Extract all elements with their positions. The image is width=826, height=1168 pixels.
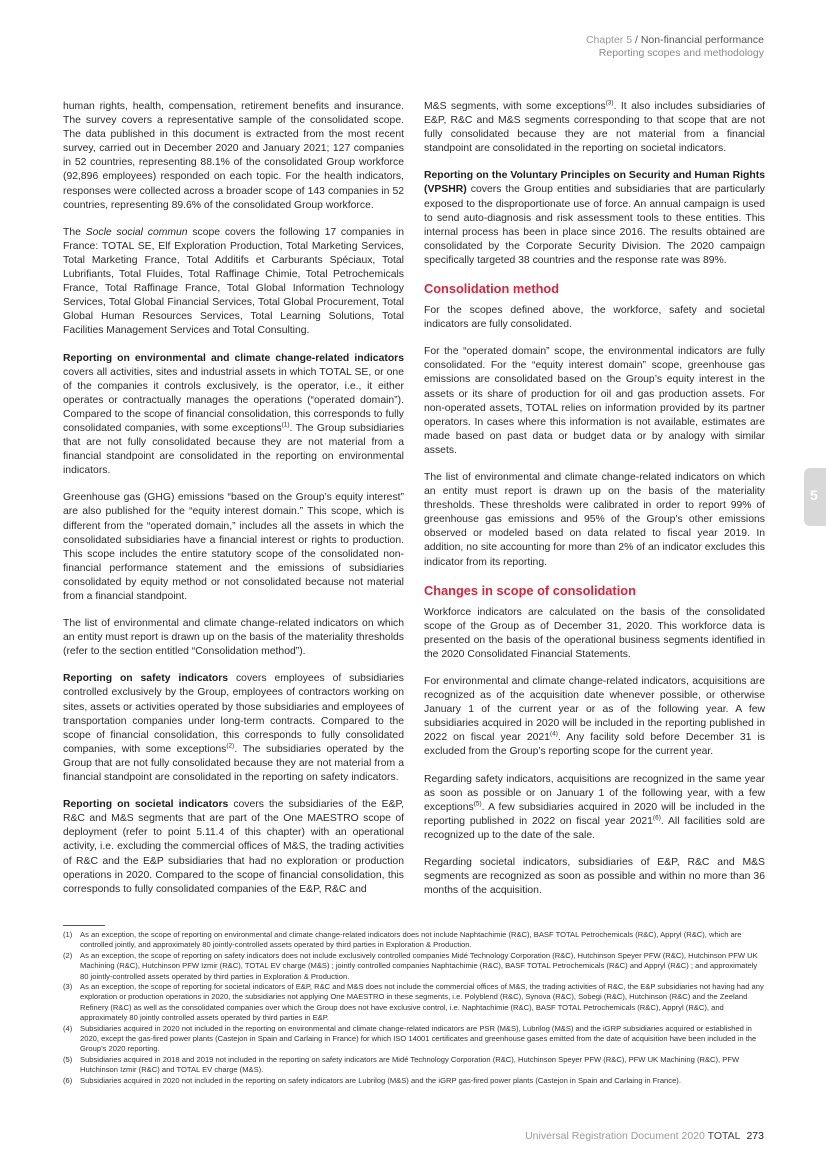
text-run: covers the subsidiaries of the E&P, R&C and M&S segments that are part of the One MAESTRO scope of deployment (refer to point 5.11.4 of this chapter) with an operational activity, i.e. excluding the commercial offices of M&S, the trading activities of R&C and the E&P subsidiaries that had no exploration or production operations in 2020. Compared to the scope of financial consolidation, this corresponds to fully consolidated companies of the E&P, R&C and	[63, 799, 404, 895]
right-column	[424, 100, 765, 911]
footnote-text: Subsidiaries acquired in 2020 not included in the reporting on environmental and climate change-related indicators are PSR (M&S), Lubrilog (M&S) and the iGRP subsidiaries acquired or established in 2020, except the gas-fired power plants (Castejon in Spain and Carlaing in France) for which ISO 14001 certificates and greenhouse gases emitted from the date of acquisition have been included in the Group’s 2020 reporting.	[80, 1023, 757, 1054]
paragraph: Regarding societal indicators, subsidiaries of E&P, R&C and M&S segments are recognized as soon as possible and within no more than 36 months of the acquisition.	[424, 857, 765, 897]
footnote-divider	[63, 925, 105, 926]
text-run: . The subsidiaries operated by the Group that are not fully consolidated because they are not material from a financial standpoint are consolidated in the reporting on safety indicators.	[63, 743, 405, 784]
document-title: Universal Registration Document 2020	[525, 1130, 705, 1142]
paragraph: Workforce indicators are calculated on the basis of the consolidated scope of the Group as of December 31, 2020. This workforce data is presented on the basis of the operational business segments identified in the 2020 Consolidated Financial Statements.	[424, 606, 765, 660]
footnote-text: As an exception, the scope of reporting on environmental and climate change-related indicators does not include Naphtachimie (R&C), BASF TOTAL Petrochemicals (R&C), Appryl (R&C), which are controlled jointly, and approximately 80 jointly-controlled assets operated by third parties in Exploration & Production.	[80, 930, 742, 950]
page-number: 273	[746, 1130, 764, 1142]
footnote	[63, 930, 765, 951]
text-run: . The Group subsidiaries that are not fully consolidated because they are not material from a financial standpoint are consolidated in the reporting on environmental indicators.	[63, 422, 404, 477]
left-column	[63, 100, 404, 910]
footnote	[63, 982, 765, 1024]
chapter-side-tab[interactable]	[804, 468, 826, 526]
running-header	[586, 34, 764, 60]
section-title: Reporting scopes and methodology	[598, 47, 764, 59]
text-run: The	[63, 226, 86, 238]
footnote-ref[interactable]: (3)	[605, 99, 614, 107]
footnote-ref[interactable]: (6)	[652, 814, 661, 822]
paragraph: The list of environmental and climate change-related indicators on which an entity must report is drawn up on the basis of the materiality thresholds. These thresholds were calibrated in order to report 99% of greenhouse gas emissions and 95% of the Group’s other emissions observed or modeled based on data related to fiscal year 2019. In addition, no site accounting for more than 2% of an indicator excludes this indicator from its reporting.	[424, 471, 765, 568]
emphasis-text: Socle social commun	[85, 226, 188, 238]
footnote-text: Subsidiaries acquired in 2020 not included in the reporting on safety indicators are Lubrilog (M&S) and the iGRP gas-fired power plants (Castejon in Spain and Carlaing in France).	[80, 1075, 681, 1085]
bold-lead: Reporting on environmental and climate change-related indicators	[63, 352, 404, 364]
paragraph	[63, 798, 404, 897]
paragraph: The list of environmental and climate change-related indicators on which an entity must report is drawn up on the basis of the materiality thresholds (refer to the section entitled “Consolidation method”).	[63, 618, 404, 658]
page-footer	[525, 1130, 764, 1142]
paragraph	[63, 352, 404, 479]
text-run: . A few subsidiaries acquired in 2020 will be included in the reporting published in 2022 on fiscal year 2021	[424, 801, 765, 827]
paragraph	[63, 226, 404, 339]
footnote-text: As an exception, the scope of reporting for societal indicators of E&P, R&C and M&S does not include the commercial offices of M&S, the trading activities of R&C, the E&P subsidiaries not having had any exploration or production operations in 2020, the subsidiaries not applying One MAESTRO in these segments, i.e. Polyblend (R&C), Synova (R&C), Sobegi (R&C), Hutchinson (R&C) and the Zeeland Refinery (R&C) as well as the consolidated companies over which the Group does not have exclusive control, i.e. Naphtachimie (R&C), BASF TOTAL Petrochemicals (R&C), Appryl (R&C), and approximately 80 jointly controlled assets operated by third parties in E&P.	[80, 982, 764, 1023]
text-run: M&S segments, with some exceptions	[424, 101, 606, 112]
chapter-title: Non-financial performance	[640, 34, 764, 46]
bold-lead: Reporting on societal indicators	[63, 799, 229, 811]
section-heading: Changes in scope of consolidation	[424, 582, 636, 598]
paragraph: For the scopes defined above, the workforce, safety and societal indicators are fully consolidated.	[424, 305, 765, 331]
footnote	[63, 951, 765, 982]
footnote-text: As an exception, the scope of reporting on safety indicators does not include exclusively controlled companies Midé Technology Corporation (R&C), Hutchinson Speyer PFW (R&C), Hutchinson PFW UK Machining (R&C), Hutchinson PFW Izmir (R&C), TOTAL EV charge (M&S) ; jointly controlled companies Naphtachimie (R&C), BASF TOTAL Petrochemicals (R&C) and Appryl (R&C) ; and approximately 80 jointly-controlled assets operated by third parties in Exploration & Production.	[80, 950, 758, 981]
bold-lead: Reporting on safety indicators	[63, 673, 229, 685]
paragraph: Greenhouse gas (GHG) emissions “based on the Group’s equity interest” are also published for the “equity interest domain.” This scope, which is different from the “operated domain,” includes all the assets in which the consolidated subsidiaries have a financial interest or rights to production. This scope includes the entire statutory scope of the consolidated non-financial performance statement and the emissions of subsidiaries consolidated by equity method or not consolidated because not material from a financial standpoint.	[63, 492, 404, 602]
paragraph	[63, 672, 404, 785]
chapter-line	[586, 34, 764, 47]
text-run: . It also includes subsidiaries of E&P, R&C and M&S segments corresponding to that scope that are not fully consolidated because they are not material from a financial standpoint are consolidated in the reporting on societal indicators.	[424, 101, 765, 155]
footnote-text: Subsidiaries acquired in 2018 and 2019 not included in the reporting on safety indicators are Midé Technology Corporation (R&C), Hutchinson Speyer PFW (R&C), PFW UK Machining (R&C), PFW Hutchinson Izmir (R&C) and TOTAL EV charge (M&S).	[80, 1054, 740, 1075]
bold-lead: Reporting on the Voluntary Principles on Security and Human Rights (VPSHR)	[424, 170, 765, 196]
footnote-number: (3)	[63, 982, 73, 992]
text-run: scope covers the following 17 companies in France: TOTAL SE, Elf Exploration Production, Total Marketing Services, Total Marketing France, Total Additifs et Carburants Spéciaux, Total Lubrifiants, Total Fluides, Total Raffinage Chimie, Total Petrochemicals France, Total Raffinage France, Total Global Information Technology Services, Total Global Financial Services, Total Global Procurement, Total Global Human Resources Services, Total Learning Solutions, Total Facilities Management Services and Total Consulting.	[63, 226, 404, 337]
footnote-ref[interactable]: (2)	[226, 742, 235, 750]
brand-name: TOTAL	[707, 1130, 741, 1142]
paragraph	[424, 773, 765, 843]
footnote-ref[interactable]: (4)	[549, 730, 558, 738]
footnote	[63, 1024, 765, 1055]
text-run: For environmental and climate change-related indicators, acquisitions are recognized as of the acquisition date whenever possible, or otherwise January 1 of the current year or as of the following year. A few subsidiaries acquired in 2020 will be included in the reporting published in 2022 on fiscal year 2021	[424, 676, 765, 744]
footnote	[63, 1055, 765, 1076]
chapter-separator: /	[632, 34, 641, 46]
paragraph: human rights, health, compensation, retirement benefits and insurance. The survey covers a representative sample of the consolidated scope. The data published in this document is extracted from the most recent survey, carried out in December 2020 and January 2021; 127 companies in 52 countries, representing 88.1% of the consolidated Group workforce (92,896 employees) responded on each topic. For the health indicators, responses were collected across a broader scope of 143 companies in 52 countries, representing 89.6% of the consolidated Group workforce.	[63, 101, 404, 211]
footnote-number: (2)	[63, 950, 73, 960]
paragraph	[424, 169, 765, 268]
text-run: Regarding safety indicators, acquisitions are recognized in the same year as soon as possible or on January 1 of the following year, with a few exceptions	[424, 773, 765, 813]
text-run: covers employees of subsidiaries controlled exclusively by the Group, employees of contractors working on sites, assets or activities operated by those subsidiaries and employees of transportation companies under long-term contracts. Compared to the scope of financial consolidation, this corresponds to fully consolidated companies, with some exceptions	[63, 673, 404, 755]
paragraph	[424, 675, 765, 760]
paragraph	[424, 100, 765, 156]
text-run: . All facilities sold are recognized up to the date of the sale.	[424, 815, 765, 841]
footnote	[63, 1076, 765, 1086]
footnote-number: (5)	[63, 1054, 73, 1064]
footnote-ref[interactable]: (5)	[473, 800, 482, 808]
text-run: covers all activities, sites and industrial assets in which TOTAL SE, or one of the companies it controls exclusively, is the operator, i.e., it either operates or contractually manages the operations (“operated domain”). Compared to the scope of financial consolidation, this corresponds to fully consolidated companies, with some exceptions	[63, 366, 404, 434]
footnote-number: (4)	[63, 1023, 73, 1033]
footnote-number: (1)	[63, 930, 73, 939]
section-heading: Consolidation method	[424, 281, 560, 297]
chapter-tab-number: 5	[810, 487, 818, 503]
text-run: covers the Group entities and subsidiaries that are particularly exposed to the disproportionate use of force. An annual campaign is used to send auto-diagnosis and risk assessment tools to these entities. This internal process has been in place since 2016. The results obtained are consolidated by the Corporate Security Division. The 2020 campaign specifically targeted 38 countries and the response rate was 89%.	[424, 184, 765, 266]
chapter-number: Chapter 5	[585, 34, 633, 46]
paragraph: For the “operated domain” scope, the environmental indicators are fully consolidated. For the “equity interest domain” scope, greenhouse gas emissions are consolidated based on the Group’s equity interest in the assets or its share of production for oil and gas production assets. For non-operated assets, TOTAL relies on information provided by its partner operators. In cases where this information is not available, estimates are made based on past data or budget data or by analogy with similar assets.	[424, 346, 765, 456]
text-run: . Any facility sold before December 31 is excluded from the Group’s reporting scope for the current year.	[424, 732, 765, 758]
footnote-ref[interactable]: (1)	[281, 421, 290, 429]
footnotes	[63, 930, 765, 1086]
footnote-number: (6)	[63, 1075, 73, 1085]
